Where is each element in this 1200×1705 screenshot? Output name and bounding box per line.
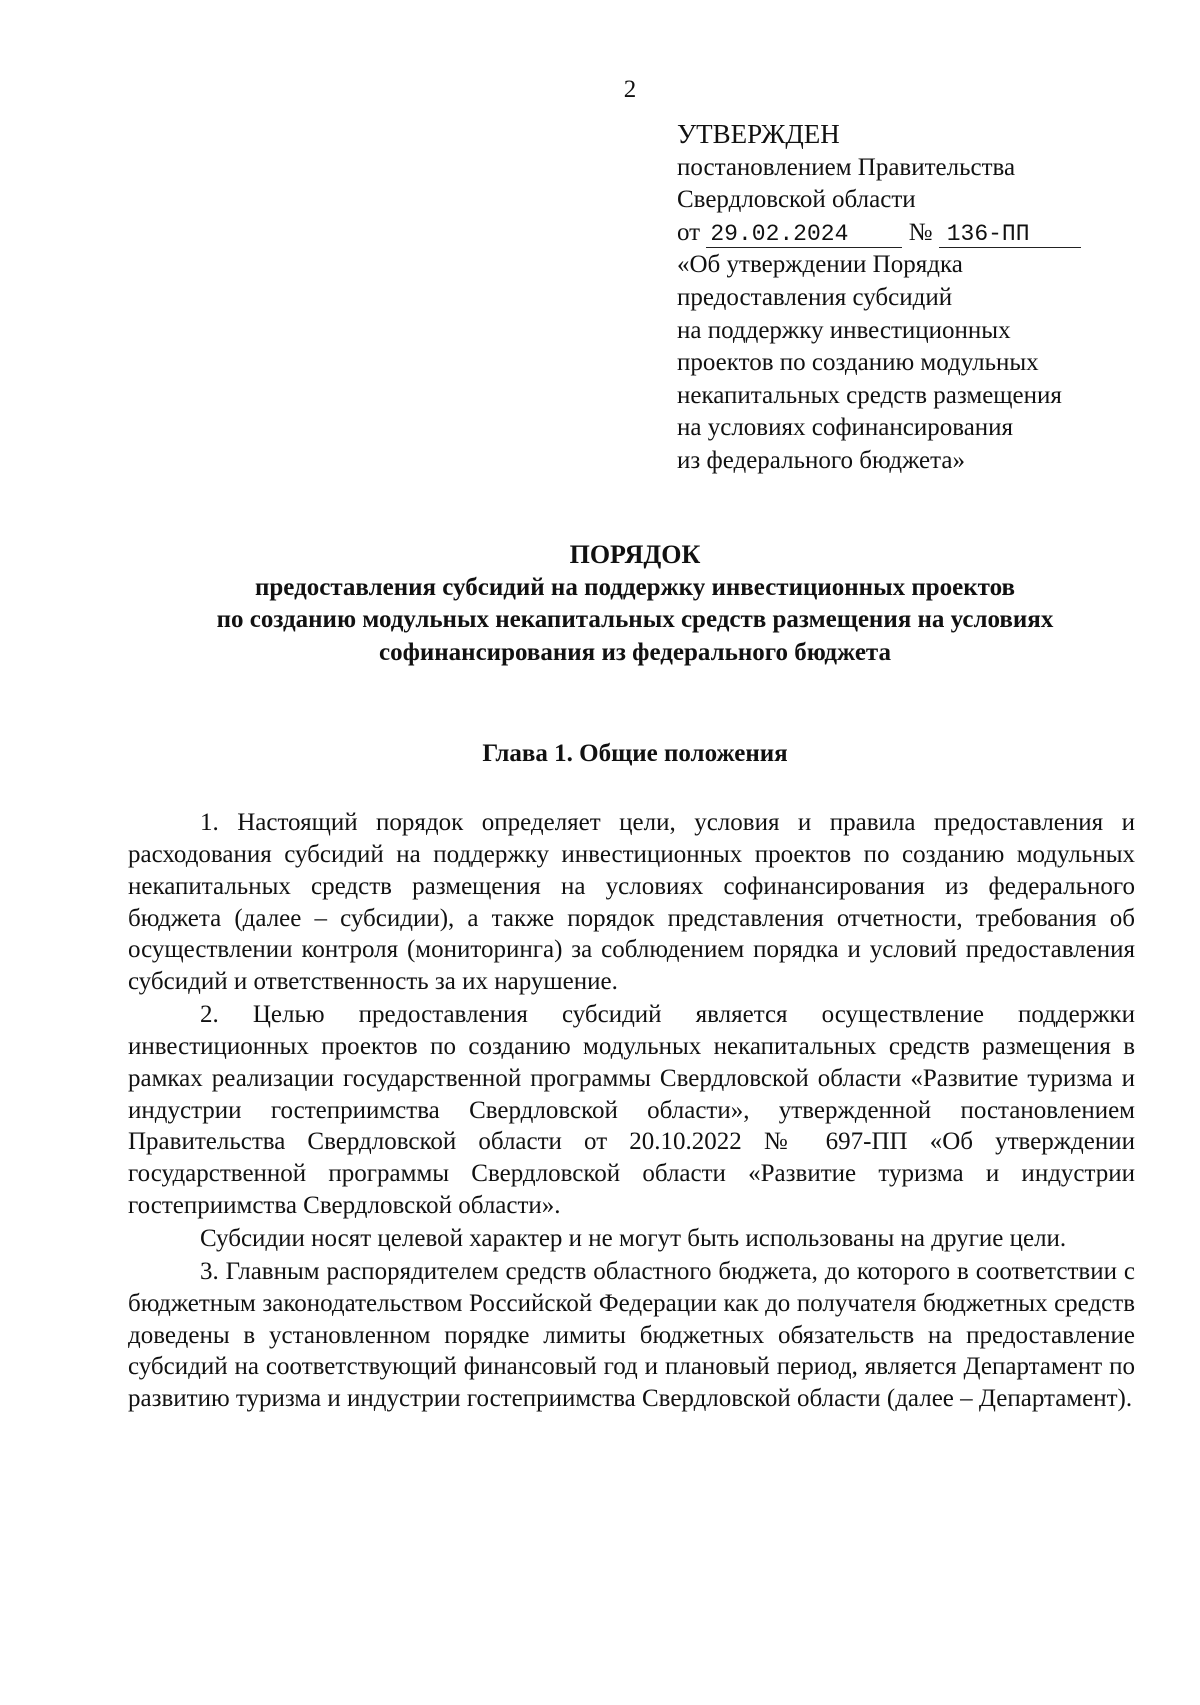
approval-subject-line: на поддержку инвестиционных bbox=[677, 316, 1011, 344]
document-title: ПОРЯДОК bbox=[569, 540, 701, 569]
paragraph: 3. Главным распорядителем средств областного бюджета, до которого в соответствии с бюджетным законодательством Российской Федерации как до получателя бюджетных средств доведены в установленном порядке лимиты бюджетных обязательств на предоставление субсидий на соответствующий финансовый год и плановый период, является Департамент по развитию туризма и индустрии гостеприимства Свердловской области (далее – Департамент). bbox=[128, 1257, 1135, 1413]
date-value: 29.02.2024 bbox=[710, 220, 849, 247]
page-number: 2 bbox=[623, 76, 637, 103]
approval-line-2: Свердловской области bbox=[677, 186, 916, 214]
approval-title: УТВЕРЖДЕН bbox=[677, 119, 840, 149]
approval-line-1: постановлением Правительства bbox=[677, 153, 1016, 181]
number-field bbox=[939, 220, 1081, 248]
date-field bbox=[706, 220, 902, 248]
approval-subject-line: некапитальных средств размещения bbox=[677, 381, 1062, 409]
approval-date-line bbox=[677, 217, 1137, 250]
paragraph: 2. Целью предоставления субсидий является осуществление поддержки инвестиционных проектов по созданию модульных некапитальных средств размещения в рамках реализации государственной программы Свердловской области «Развитие туризма и индустрии гостеприимства Свердловской области», утвержденной постановлением Правительства Свердловской области от 20.10.2022 № 697-ПП «Об утверждении государственной программы Свердловской области «Развитие туризма и индустрии гостеприимства Свердловской области». bbox=[128, 1001, 1135, 1220]
document-subtitle-line: софинансирования из федерального бюджета bbox=[378, 638, 892, 666]
number-value: 136-ПП bbox=[946, 220, 1030, 247]
approval-subject-line: из федерального бюджета» bbox=[677, 446, 965, 474]
approval-block bbox=[677, 118, 1137, 478]
chapter-heading: Глава 1. Общие положения bbox=[482, 740, 788, 767]
document-title-block bbox=[130, 539, 1140, 669]
paragraph: 1. Настоящий порядок определяет цели, условия и правила предоставления и расходования субсидий на поддержку инвестиционных проектов по созданию модульных некапитальных средств размещения на условиях софинансирования из федерального бюджета (далее – субсидии), а также порядок представления отчетности, требования об осуществлении контроля (мониторинга) за соблюдением порядка и условий предоставления субсидий и ответственность за их нарушение. bbox=[128, 809, 1135, 996]
approval-subject-line: предоставления субсидий bbox=[677, 283, 953, 311]
paragraph: Субсидии носят целевой характер и не могут быть использованы на другие цели. bbox=[200, 1224, 1067, 1252]
document-subtitle-line: по созданию модульных некапитальных средств размещения на условиях bbox=[216, 606, 1054, 633]
approval-subject-line: проектов по созданию модульных bbox=[677, 349, 1039, 377]
document-subtitle-line: предоставления субсидий на поддержку инвестиционных проектов bbox=[255, 573, 1015, 601]
number-prefix: № bbox=[908, 218, 933, 246]
approval-subject-line: на условиях софинансирования bbox=[677, 414, 1014, 442]
document-body bbox=[128, 807, 1135, 1415]
approval-subject-line: «Об утверждении Порядка bbox=[677, 251, 963, 279]
date-prefix: от bbox=[677, 218, 701, 246]
